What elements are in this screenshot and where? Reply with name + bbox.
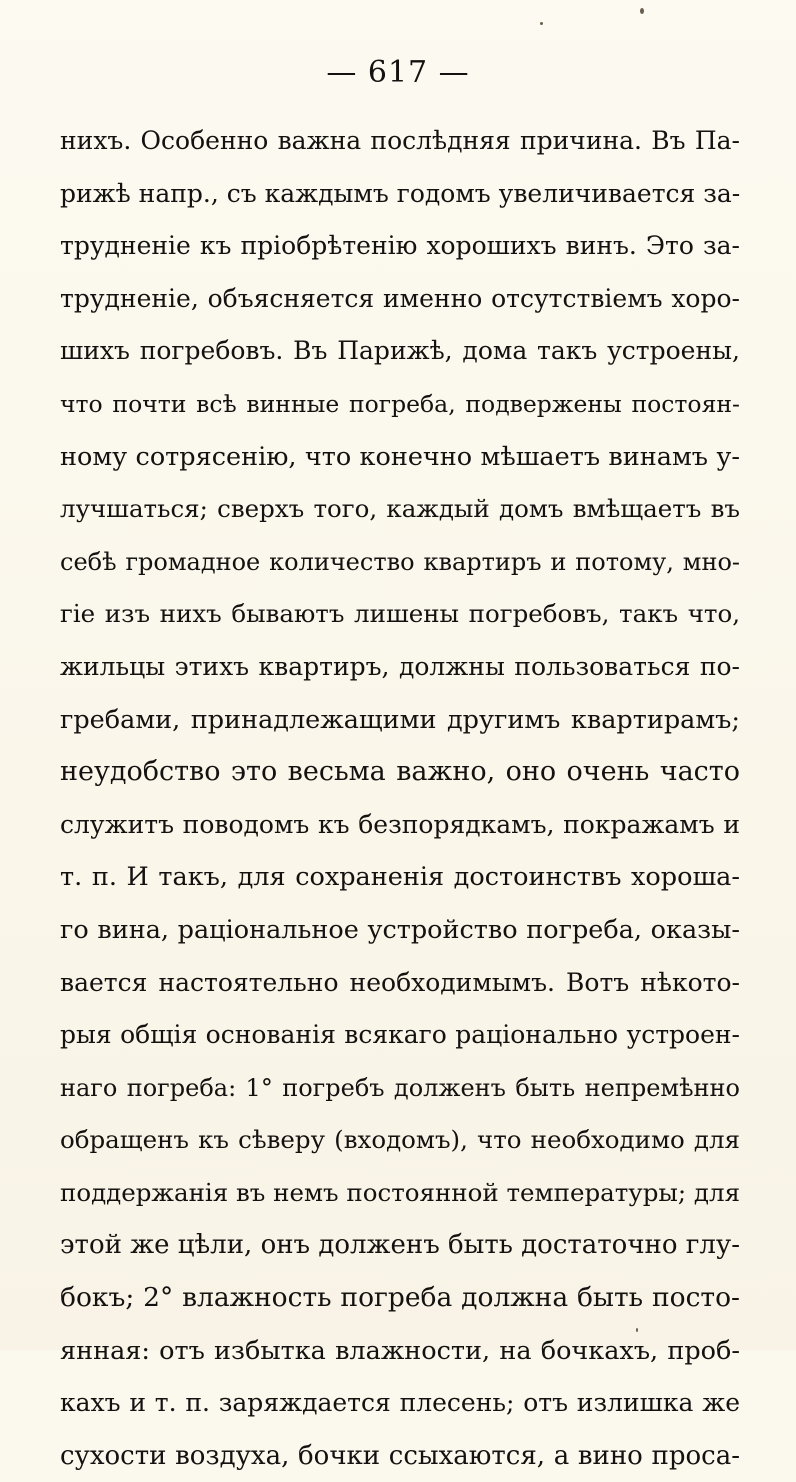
text-line: служитъ поводомъ къ безпорядкамъ, покражамъ и (60, 809, 740, 839)
text-line: вается настоятельно необходимымъ. Вотъ нѣкото- (60, 967, 740, 997)
text-line: ному сотрясенію, что конечно мѣшаетъ винамъ у- (60, 441, 740, 472)
text-line: сухости воздуха, бочки ссыхаются, а вино проса- (60, 1440, 740, 1471)
text-line: го вина, раціональное устройство погреба, оказы- (60, 914, 740, 945)
text-line: неудобство это весьма важно, оно очень часто (60, 756, 740, 788)
text-line: жильцы этихъ квартиръ, должны пользоваться по- (60, 651, 740, 681)
body-text (60, 115, 740, 1482)
text-line: поддержанія въ немъ постоянной температуры; для (60, 1177, 740, 1207)
text-line: что почти всѣ винные погреба, подвержены постоян- (60, 389, 740, 418)
text-line: рижѣ напр., съ каждымъ годомъ увеличивается за- (60, 178, 740, 208)
text-line: этой же цѣли, онъ долженъ быть достаточно глу- (60, 1230, 740, 1261)
paper-speck (636, 1328, 638, 1332)
text-line: гребами, принадлежащими другимъ квартирамъ; (60, 704, 740, 735)
text-line: т. п. И такъ, для сохраненія достоинствъ хороша- (60, 862, 740, 893)
text-line: обращенъ къ сѣверу (входомъ), что необходимо для (60, 1125, 740, 1155)
text-line: нихъ. Особенно важна послѣдняя причина. Въ Па- (60, 126, 740, 155)
text-line: кахъ и т. п. заряждается плесень; отъ излишка же (60, 1388, 740, 1418)
text-line: трудненіе, объясняется именно отсутствіемъ хоро- (60, 283, 740, 313)
text-line: себѣ громадное количество квартиръ и потому, мно- (60, 547, 740, 576)
paper-speck (640, 8, 644, 14)
paper-speck (540, 22, 543, 25)
text-line: наго погреба: 1° погребъ долженъ быть непремѣнно (60, 1073, 740, 1102)
text-line: шихъ погребовъ. Въ Парижѣ, дома такъ устроены, (60, 336, 740, 366)
text-line: гіе изъ нихъ бываютъ лишены погребовъ, такъ что, (60, 599, 740, 629)
text-line: трудненіе къ пріобрѣтенію хорошихъ винъ. Это за- (60, 231, 740, 261)
text-line: рыя общія основанія всякаго раціонально устроен- (60, 1020, 740, 1050)
page-number: — 617 — (326, 55, 470, 90)
text-line: бокъ; 2° влажность погреба должна быть посто- (60, 1282, 740, 1314)
text-line: янная: отъ избытка влажности, на бочкахъ, проб- (60, 1335, 740, 1366)
text-line: лучшаться; сверхъ того, каждый домъ вмѣщаетъ въ (60, 494, 740, 524)
